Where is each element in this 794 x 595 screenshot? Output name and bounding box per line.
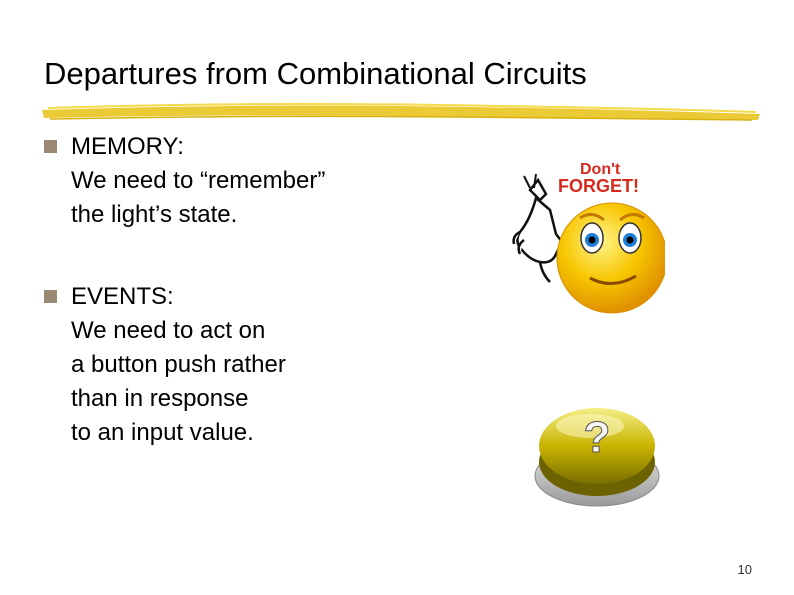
bullet-line: the light’s state.	[71, 201, 238, 228]
question-button-image	[530, 390, 665, 515]
bullet-line: EVENTS:	[71, 283, 174, 310]
bullet-line: a button push rather	[71, 351, 286, 378]
bullet-line: MEMORY:	[71, 133, 184, 160]
slide-title: Departures from Combinational Circuits	[44, 56, 587, 91]
dont-caption: Don't	[580, 161, 621, 178]
question-mark-icon: ?	[583, 413, 611, 462]
bullet-line: We need to “remember”	[71, 167, 326, 194]
bullet-line: to an input value.	[71, 419, 254, 446]
bullet-marker	[44, 140, 57, 153]
title-underline	[40, 100, 762, 130]
smiley-face-icon	[557, 203, 665, 313]
page-number: 10	[737, 562, 752, 577]
pointing-hand-icon	[514, 180, 562, 282]
bullet-marker	[44, 290, 57, 303]
forget-caption: FORGET!	[558, 176, 639, 196]
bullet-line: We need to act on	[71, 317, 266, 344]
bullet-line: than in response	[71, 385, 249, 412]
string-icon	[524, 174, 536, 188]
dont-forget-smiley-image	[500, 150, 665, 320]
